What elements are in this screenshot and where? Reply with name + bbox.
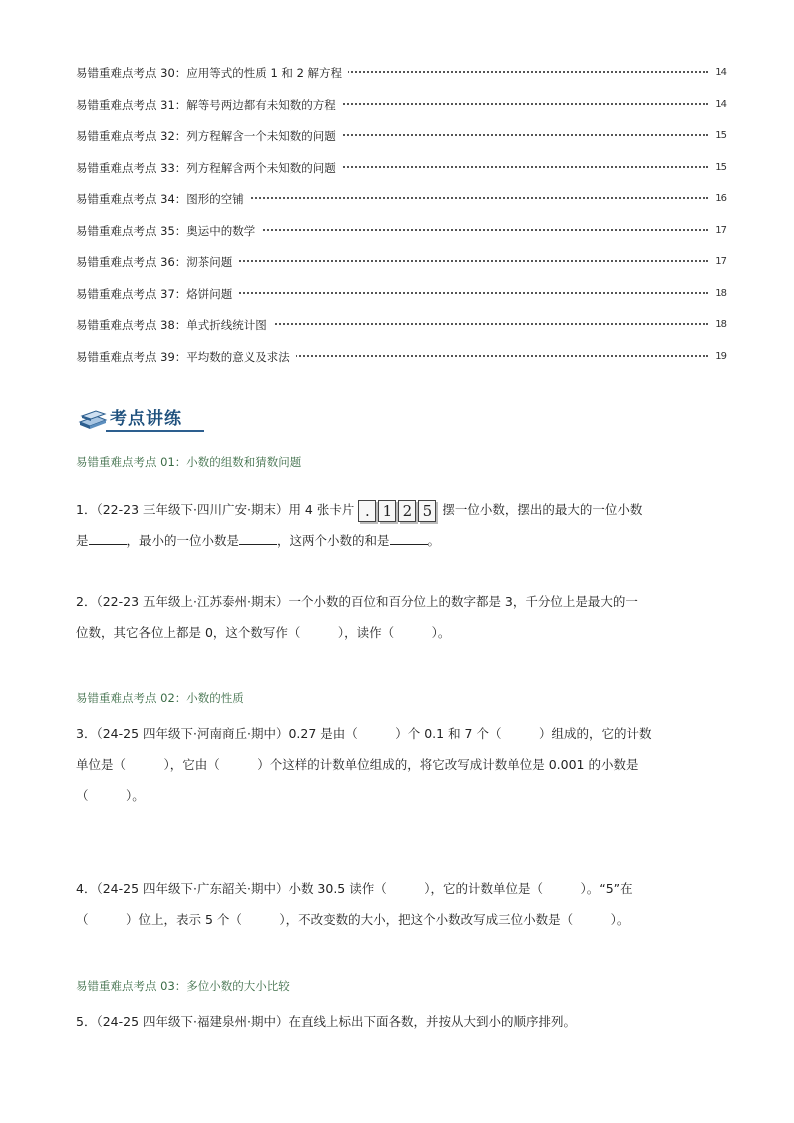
toc-entry[interactable] [76,315,726,347]
toc-entry[interactable] [76,221,726,253]
toc-entry-title: 易错重难点考点 36：沏茶问题 [76,252,238,272]
toc-entry-title: 易错重难点考点 32：列方程解含一个未知数的问题 [76,126,342,146]
question-text: ，最小的一位小数是 [126,533,240,548]
question-text: 。 [427,533,441,548]
answer-blank[interactable] [390,530,428,545]
card: 5 [418,500,436,522]
question-text: 4．（24-25 四年级下·广东韶关·期中）小数 30.5 读作（ ），它的计数单位是（ ）。“5”在 [76,881,633,896]
toc-entry[interactable] [76,189,726,221]
answer-blank[interactable] [239,530,277,545]
toc-entry-title: 易错重难点考点 38：单式折线统计图 [76,315,273,335]
question-text: 1．（22-23 三年级下·四川广安·期末）用 4 张卡片 [76,502,355,517]
question-1 [76,494,726,556]
card: . [358,500,376,522]
toc-entry-title: 易错重难点考点 30：应用等式的性质 1 和 2 解方程 [76,63,348,83]
question-text: ，这两个小数的和是 [277,533,390,548]
card: 2 [398,500,416,522]
question-3 [76,718,726,811]
table-of-contents [76,63,726,378]
question-text: 5．（24-25 四年级下·福建泉州·期中）在直线上标出下面各数，并按从大到小的顺序排列。 [76,1014,576,1029]
toc-entry[interactable] [76,95,726,127]
question-text: 是 [76,533,89,548]
toc-entry[interactable] [76,126,726,158]
toc-entry-page: 17 [715,256,726,267]
question-text: 位数，其它各位上都是 0，这个数写作（ ），读作（ ）。 [76,625,451,640]
section-title: 考点讲练 [110,409,182,429]
topic-heading: 易错重难点考点 03：多位小数的大小比较 [76,979,290,993]
toc-entry[interactable] [76,158,726,190]
question-text: 3．（24-25 四年级下·河南商丘·期中）0.27 是由（ ）个 0.1 和 7 个（ ）组成的，它的计数 [76,726,652,741]
answer-blank[interactable] [89,530,127,545]
toc-entry-page: 14 [715,67,726,78]
question-2 [76,586,726,648]
topic-heading: 易错重难点考点 01：小数的组数和猜数问题 [76,455,302,469]
toc-entry[interactable] [76,284,726,316]
question-text: 2．（22-23 五年级上·江苏泰州·期末）一个小数的百位和百分位上的数字都是 3，千分位上是最大的一 [76,594,638,609]
toc-entry-page: 17 [715,224,726,236]
toc-entry-title: 易错重难点考点 31：解等号两边都有未知数的方程 [76,95,342,115]
toc-entry-title: 易错重难点考点 37：烙饼问题 [76,284,238,304]
question-4 [76,873,726,935]
toc-entry-title: 易错重难点考点 39：平均数的意义及求法 [76,347,296,367]
toc-entry[interactable] [76,347,726,379]
question-text: 摆一位小数，摆出的最大的一位小数 [442,502,643,517]
toc-entry-title: 易错重难点考点 33：列方程解含两个未知数的问题 [76,158,342,178]
toc-entry-page: 18 [715,319,726,330]
number-cards [358,494,438,525]
section-underline [106,430,204,432]
question-text: （ ）。 [76,788,145,803]
toc-entry-page: 14 [715,98,726,110]
card: 1 [378,500,396,522]
toc-entry-title: 易错重难点考点 35：奥运中的数学 [76,221,261,241]
books-icon [78,408,108,430]
toc-entry-title: 易错重难点考点 34：图形的空铺 [76,189,250,209]
topic-heading: 易错重难点考点 02：小数的性质 [76,691,244,705]
toc-entry-page: 15 [715,130,726,141]
toc-entry-page: 18 [715,287,726,299]
toc-entry-page: 19 [715,350,726,362]
toc-entry-page: 16 [715,193,726,204]
question-text: 单位是（ ），它由（ ）个这样的计数单位组成的，将它改写成计数单位是 0.001 的小数是 [76,757,639,772]
toc-entry[interactable] [76,63,726,95]
section-header [78,402,208,436]
question-5 [76,1006,726,1037]
toc-entry-page: 15 [715,161,726,173]
toc-entry[interactable] [76,252,726,284]
question-text: （ ）位上，表示 5 个（ ），不改变数的大小，把这个小数改写成三位小数是（ ）。 [76,912,630,927]
